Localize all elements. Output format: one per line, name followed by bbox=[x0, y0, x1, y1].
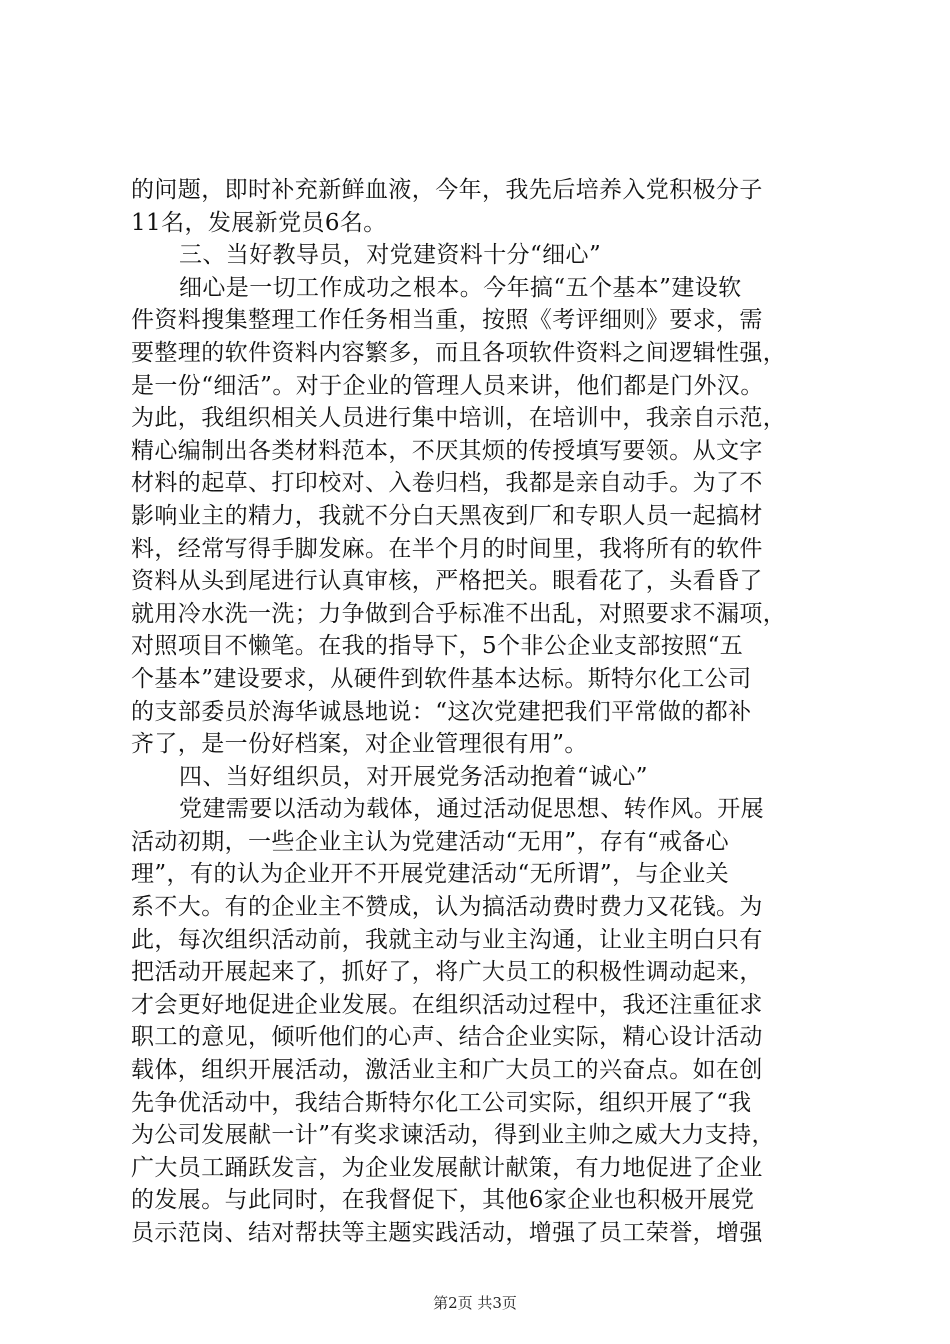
text-line: 员示范岗、结对帮扶等主题实践活动，增强了员工荣誉，增强 bbox=[131, 1220, 763, 1246]
text-line: 党建需要以活动为载体，通过活动促思想、转作风。开展 bbox=[179, 796, 764, 823]
text-line: 就用冷水洗一洗；力争做到合乎标准不出乱，对照要求不漏项， bbox=[131, 600, 787, 627]
text-line: 此，每次组织活动前，我就主动与业主沟通，让业主明白只有 bbox=[131, 926, 763, 953]
text-line: 11名，发展新党员6名。 bbox=[131, 209, 387, 236]
text-line: 为公司发展献一计”有奖求谏活动，得到业主帅之威大力支持， bbox=[131, 1122, 775, 1149]
text-line: 件资料搜集整理工作任务相当重，按照《考评细则》要求，需 bbox=[131, 307, 763, 334]
text-line: 的支部委员於海华诚恳地说：“这次党建把我们平常做的都补 bbox=[131, 698, 752, 725]
text-line: 影响业主的精力，我就不分白天黑夜到厂和专职人员一起搞材 bbox=[131, 502, 763, 529]
body-text bbox=[131, 174, 831, 1250]
text-line: 齐了，是一份好档案，对企业管理很有用”。 bbox=[131, 731, 588, 758]
text-line: 个基本”建设要求，从硬件到软件基本达标。斯特尔化工公司 bbox=[131, 665, 752, 692]
section-heading-3: 三、当好教导员，对党建资料十分“细心” bbox=[179, 242, 602, 269]
text-line: 资料从头到尾进行认真审核，严格把关。眼看花了，头看昏了 bbox=[131, 568, 763, 595]
text-line: 细心是一切工作成功之根本。今年搞“五个基本”建设软 bbox=[179, 274, 742, 301]
text-line: 的发展。与此同时，在我督促下，其他6家企业也积极开展党 bbox=[131, 1187, 755, 1214]
text-line: 为此，我组织相关人员进行集中培训，在培训中，我亲自示范， bbox=[131, 405, 787, 432]
text-line: 载体，组织开展活动，激活业主和广大员工的兴奋点。如在创 bbox=[131, 1057, 763, 1084]
text-line: 才会更好地促进企业发展。在组织活动过程中，我还注重征求 bbox=[131, 991, 763, 1018]
text-line: 要整理的软件资料内容繁多，而且各项软件资料之间逻辑性强， bbox=[131, 339, 787, 366]
text-line: 广大员工踊跃发言，为企业发展献计献策，有力地促进了企业 bbox=[131, 1154, 763, 1181]
text-line: 对照项目不懒笔。在我的指导下，5个非公企业支部按照“五 bbox=[131, 633, 744, 660]
text-line: 系不大。有的企业主不赞成，认为搞活动费时费力又花钱。为 bbox=[131, 894, 763, 921]
text-line: 材料的起草、打印校对、入卷归档，我都是亲自动手。为了不 bbox=[131, 470, 763, 497]
text-line: 的问题，即时补充新鲜血液，今年，我先后培养入党积极分子 bbox=[131, 177, 763, 203]
text-line: 是一份“细活”。对于企业的管理人员来讲，他们都是门外汉。 bbox=[131, 372, 764, 399]
text-line: 理”，有的认为企业开不开展党建活动“无所谓”，与企业关 bbox=[131, 861, 730, 888]
text-line: 料，经常写得手脚发麻。在半个月的时间里，我将所有的软件 bbox=[131, 535, 763, 562]
text-line: 活动初期，一些企业主认为党建活动“无用”，存有“戒备心 bbox=[131, 828, 730, 855]
text-line: 职工的意见，倾听他们的心声、结合企业实际，精心设计活动 bbox=[131, 1024, 763, 1051]
text-line: 先争优活动中，我结合斯特尔化工公司实际，组织开展了“我 bbox=[131, 1089, 752, 1116]
text-line: 把活动开展起来了，抓好了，将广大员工的积极性调动起来， bbox=[131, 959, 763, 986]
page-number-footer: 第2页 共3页 bbox=[433, 1294, 517, 1312]
text-line: 精心编制出各类材料范本，不厌其烦的传授填写要领。从文字 bbox=[131, 437, 763, 464]
section-heading-4: 四、当好组织员，对开展党务活动抱着“诚心” bbox=[179, 763, 648, 790]
